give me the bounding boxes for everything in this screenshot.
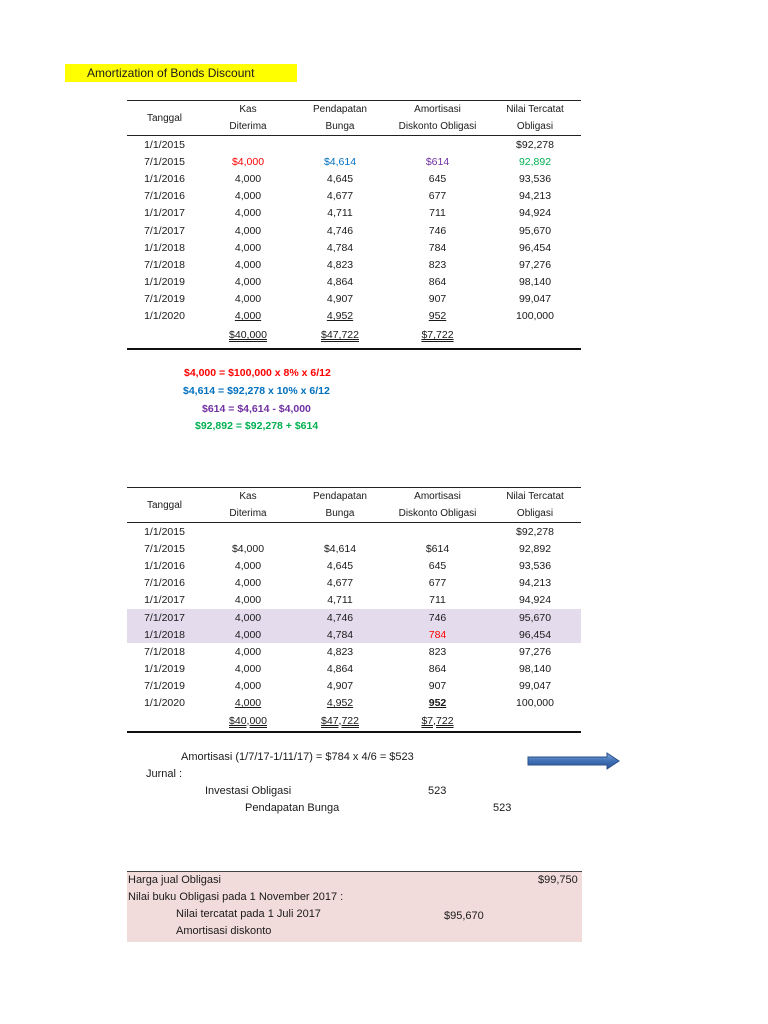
table-cell: $4,614: [323, 155, 357, 168]
formula-amort: $614 = $4,614 - $4,000: [202, 403, 311, 415]
header-kas: Kas: [202, 101, 294, 119]
table-cell: 907: [428, 293, 447, 306]
table-cell: $614: [425, 155, 450, 168]
table-2-bottom-rule: [127, 731, 581, 733]
table-cell: 1/1/2018: [144, 241, 185, 254]
header-bunga: Pendapatan: [294, 101, 386, 119]
table-row: [127, 661, 581, 678]
table-cell: 1/1/2020: [144, 697, 185, 710]
table-cell: 7/1/2015: [144, 155, 185, 168]
header-amort-2: Diskonto Obligasi: [386, 505, 489, 523]
table-1-bottom-rule: [127, 348, 581, 350]
table-cell: 4,000: [234, 559, 262, 572]
table-cell: 7/1/2018: [144, 645, 185, 658]
table-row-highlighted: [127, 626, 581, 643]
table-cell: 952: [428, 697, 447, 710]
table-cell: $4,000: [231, 542, 265, 555]
table-cell: [202, 523, 294, 541]
table-cell: 864: [428, 663, 447, 676]
formula-nilai: $92,892 = $92,278 + $614: [195, 420, 319, 432]
page-title: Amortization of Bonds Discount: [65, 64, 297, 82]
header-bunga-2: Bunga: [294, 505, 386, 523]
table-row: [127, 153, 581, 170]
table-cell: 93,536: [518, 172, 552, 185]
table-cell: 94,924: [518, 207, 552, 220]
table-cell: 784: [386, 626, 489, 643]
table-cell: 1/1/2015: [144, 138, 185, 151]
table-cell: 4,000: [234, 680, 262, 693]
table-cell: 4,000: [234, 172, 262, 185]
table-cell: 94,213: [518, 190, 552, 203]
header-nilai-2: Obligasi: [489, 118, 581, 136]
table-cell: 7/1/2015: [144, 542, 185, 555]
table-cell: 4,677: [326, 577, 354, 590]
table-cell: 4,823: [326, 645, 354, 658]
table-cell: $47,722: [321, 329, 359, 342]
header-nilai: Nilai Tercatat: [489, 488, 581, 506]
table-cell: 952: [428, 310, 447, 323]
table-cell: 99,047: [518, 293, 552, 306]
table-cell: 97,276: [518, 258, 552, 271]
table-cell: 1/1/2016: [144, 172, 185, 185]
sale-price-label: Harga jual Obligasi: [128, 874, 221, 886]
table-row: [127, 170, 581, 187]
table-cell: [294, 136, 386, 154]
header-nilai: Nilai Tercatat: [489, 101, 581, 119]
table-cell: 4,784: [294, 626, 386, 643]
table-cell: 4,000: [234, 207, 262, 220]
table-row: [127, 188, 581, 205]
table-cell: 4,711: [327, 594, 353, 607]
journal-label: Jurnal :: [146, 768, 183, 780]
table-cell: 98,140: [518, 276, 552, 289]
table-row: [127, 678, 581, 695]
formula-kas: $4,000 = $100,000 x 8% x 6/12: [184, 367, 331, 379]
table-cell: 1/1/2020: [144, 310, 185, 323]
table-cell: 746: [386, 609, 489, 626]
table-cell: [127, 325, 202, 345]
table-row: [127, 256, 581, 273]
table-cell: 98,140: [518, 663, 552, 676]
header-kas-2: Diterima: [202, 118, 294, 136]
table-cell: 7/1/2016: [144, 190, 185, 203]
table-cell: 711: [429, 594, 446, 607]
table-cell: 907: [428, 680, 447, 693]
table-cell: $614: [425, 542, 450, 555]
table-cell: 94,213: [518, 577, 552, 590]
table-cell: 93,536: [518, 559, 552, 572]
table-cell: 4,000: [234, 224, 262, 237]
table-cell: [202, 136, 294, 154]
table-cell: 97,276: [518, 645, 552, 658]
discount-amortization-label: Amortisasi diskonto: [176, 925, 272, 937]
table-cell: 100,000: [516, 310, 554, 323]
journal-debit-account: Investasi Obligasi: [205, 785, 292, 797]
header-bunga: Pendapatan: [294, 488, 386, 506]
table-cell: 4,000: [234, 594, 262, 607]
table-cell: 94,924: [518, 594, 552, 607]
table-cell: 645: [428, 172, 447, 185]
table-cell: $7,722: [421, 329, 454, 342]
table-row: [127, 695, 581, 712]
table-cell: 823: [428, 645, 447, 658]
table-cell: 864: [428, 276, 447, 289]
table-row: [127, 222, 581, 239]
table-cell: 4,907: [326, 680, 354, 693]
amortization-table-1: [127, 100, 581, 345]
header-amort-2: Diskonto Obligasi: [386, 118, 489, 136]
table-cell: 7/1/2017: [127, 609, 202, 626]
table-row: [127, 291, 581, 308]
table-cell: $40,000: [229, 714, 267, 727]
table-cell: 4,000: [234, 258, 262, 271]
carrying-value-label: Nilai tercatat pada 1 Juli 2017: [176, 908, 321, 920]
table-cell: $4,614: [323, 542, 357, 555]
table-cell: 4,000: [234, 293, 262, 306]
header-amort: Amortisasi: [386, 488, 489, 506]
table-row: [127, 592, 581, 609]
table-row-highlighted: [127, 609, 581, 626]
table-cell: 4,645: [326, 559, 354, 572]
table-cell: 92,892: [518, 542, 552, 555]
table-cell: 4,677: [326, 190, 354, 203]
table-row: [127, 136, 581, 154]
table-cell: [294, 523, 386, 541]
header-nilai-2: Obligasi: [489, 505, 581, 523]
table-cell: 92,892: [518, 155, 552, 168]
table-cell: 1/1/2019: [144, 663, 185, 676]
header-date: Tanggal: [127, 101, 202, 136]
table-row: [127, 205, 581, 222]
sale-price-value: $99,750: [538, 874, 578, 886]
table-cell: 4,000: [234, 663, 262, 676]
table-cell: 677: [428, 190, 447, 203]
table-row: [127, 643, 581, 660]
table-cell: 4,746: [326, 224, 354, 237]
table-row: [127, 575, 581, 592]
amortization-calculation: Amortisasi (1/7/17-1/11/17) = $784 x 4/6 = $523: [181, 751, 414, 763]
table-cell: 4,907: [326, 293, 354, 306]
journal-credit-amount: 523: [493, 802, 512, 814]
book-value-label: Nilai buku Obligasi pada 1 November 2017 :: [128, 891, 344, 903]
table-cell: 4,000: [202, 626, 294, 643]
table-cell: 95,670: [489, 609, 581, 626]
table-row: [127, 523, 581, 541]
table-cell: $7,722: [421, 714, 454, 727]
table-cell: 1/1/2016: [144, 559, 185, 572]
header-bunga-2: Bunga: [294, 118, 386, 136]
table-cell: [489, 325, 581, 345]
table-cell: 7/1/2017: [144, 224, 185, 237]
table-cell: 4,864: [326, 276, 354, 289]
table-cell: 1/1/2017: [144, 207, 185, 220]
header-kas: Kas: [202, 488, 294, 506]
table-cell: [386, 523, 489, 541]
table-cell: 7/1/2016: [144, 577, 185, 590]
totals-row: [127, 712, 581, 729]
table-cell: 4,000: [234, 190, 262, 203]
table-cell: [386, 136, 489, 154]
table-cell: $92,278: [516, 525, 554, 538]
table-cell: 4,645: [326, 172, 354, 185]
table-cell: 4,000: [234, 577, 262, 590]
table-cell: 823: [428, 258, 447, 271]
right-arrow-icon: [527, 752, 621, 770]
table-cell: [489, 712, 581, 729]
table-cell: $4,000: [231, 155, 265, 168]
formula-bunga: $4,614 = $92,278 x 10% x 6/12: [183, 385, 330, 397]
table-cell: 4,864: [326, 663, 354, 676]
table-cell: 99,047: [518, 680, 552, 693]
table-row: [127, 274, 581, 291]
table-cell: $47,722: [321, 714, 359, 727]
table-cell: $92,278: [516, 138, 554, 151]
table-cell: 96,454: [518, 241, 552, 254]
table-cell: 4,711: [327, 207, 353, 220]
table-row: [127, 557, 581, 574]
table-cell: 645: [428, 559, 447, 572]
table-cell: $40,000: [229, 329, 267, 342]
table-cell: 746: [428, 224, 447, 237]
table-cell: 4,784: [326, 241, 354, 254]
table-cell: 7/1/2019: [144, 293, 185, 306]
table-cell: 4,823: [326, 258, 354, 271]
table-cell: [127, 712, 202, 729]
table-row: [127, 239, 581, 256]
table-cell: 4,000: [234, 241, 262, 254]
amortization-table-2: [127, 487, 581, 729]
table-cell: 1/1/2015: [144, 525, 185, 538]
table-cell: 4,000: [234, 310, 262, 323]
table-cell: 711: [429, 207, 446, 220]
table-cell: 95,670: [518, 224, 552, 237]
carrying-value-amount: $95,670: [444, 910, 484, 922]
table-cell: 4,952: [326, 697, 354, 710]
table-cell: 7/1/2018: [144, 258, 185, 271]
totals-row: [127, 325, 581, 345]
header-date: Tanggal: [127, 488, 202, 523]
table-cell: 4,000: [234, 645, 262, 658]
header-amort: Amortisasi: [386, 101, 489, 119]
table-cell: 784: [428, 241, 447, 254]
table-row: [127, 540, 581, 557]
bond-sale-section: [127, 871, 582, 942]
table-cell: 1/1/2018: [127, 626, 202, 643]
table-cell: 96,454: [489, 626, 581, 643]
table-cell: 4,000: [202, 609, 294, 626]
table-cell: 4,000: [234, 697, 262, 710]
header-kas-2: Diterima: [202, 505, 294, 523]
table-row: [127, 308, 581, 325]
table-cell: 1/1/2019: [144, 276, 185, 289]
table-cell: 4,746: [294, 609, 386, 626]
table-cell: 4,000: [234, 276, 262, 289]
table-cell: 4,952: [326, 310, 354, 323]
table-cell: 1/1/2017: [144, 594, 185, 607]
table-cell: 100,000: [516, 697, 554, 710]
journal-debit-amount: 523: [428, 785, 447, 797]
table-cell: 677: [428, 577, 447, 590]
table-cell: 7/1/2019: [144, 680, 185, 693]
journal-credit-account: Pendapatan Bunga: [245, 802, 340, 814]
